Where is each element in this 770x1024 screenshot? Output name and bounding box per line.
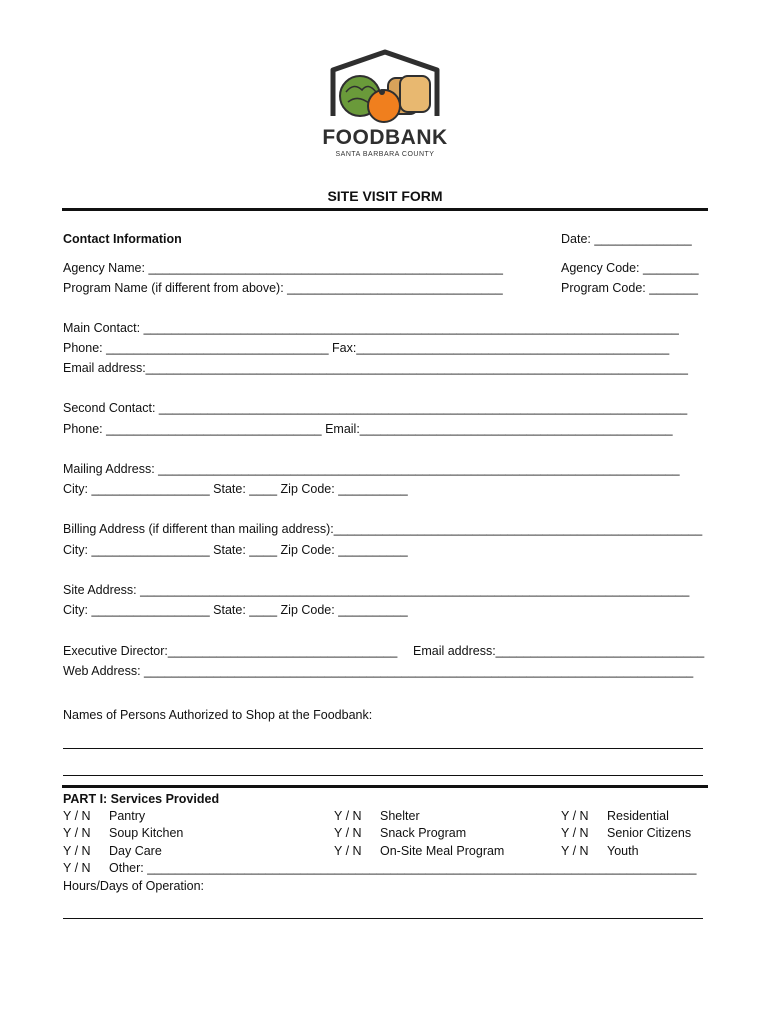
service-label: Day Care (109, 844, 162, 858)
yes-no-toggle[interactable]: Y / N (334, 844, 362, 858)
service-snack-program[interactable] (334, 825, 466, 842)
phone-fax-field[interactable]: Phone: ________________________________ Fax:_____________________________________________ (63, 341, 670, 355)
service-residential[interactable] (561, 808, 669, 825)
agency-name-field[interactable]: Agency Name: ___________________________________________________ (63, 261, 504, 275)
yes-no-toggle[interactable]: Y / N (561, 844, 589, 858)
yes-no-toggle[interactable]: Y / N (561, 809, 589, 823)
form-title: SITE VISIT FORM (327, 188, 443, 204)
hours-label: Hours/Days of Operation: (63, 879, 205, 893)
yes-no-toggle[interactable]: Y / N (334, 826, 362, 840)
yes-no-toggle[interactable]: Y / N (63, 826, 91, 840)
main-contact-field[interactable]: Main Contact: _____________________________________________________________________________ (63, 321, 679, 335)
authorized-persons-line-2[interactable] (63, 775, 703, 776)
executive-email-field[interactable]: Email address:______________________________ (413, 644, 705, 658)
section-divider (62, 785, 708, 788)
mailing-city-state-zip[interactable]: City: _________________ State: ____ Zip Code: __________ (63, 482, 408, 496)
agency-code-field[interactable]: Agency Code: ________ (561, 261, 699, 275)
hours-line[interactable] (63, 918, 703, 919)
service-label: Residential (607, 809, 669, 823)
authorized-persons-label: Names of Persons Authorized to Shop at the Foodbank: (63, 708, 373, 722)
executive-director-field[interactable]: Executive Director:_________________________________ (63, 644, 398, 658)
title-divider (62, 208, 708, 211)
service-label: On-Site Meal Program (380, 844, 505, 858)
service-senior-citizens[interactable] (561, 825, 691, 842)
yes-no-toggle[interactable]: Y / N (63, 861, 91, 875)
service-label: Snack Program (380, 826, 467, 840)
billing-city-state-zip[interactable]: City: _________________ State: ____ Zip Code: __________ (63, 543, 408, 557)
service-label: Youth (607, 844, 639, 858)
site-city-state-zip[interactable]: City: _________________ State: ____ Zip Code: __________ (63, 603, 408, 617)
web-address-field[interactable]: Web Address: _______________________________________________________________________________ (63, 664, 694, 678)
yes-no-toggle[interactable]: Y / N (63, 844, 91, 858)
authorized-persons-line-1[interactable] (63, 748, 703, 749)
mailing-address-field[interactable]: Mailing Address: ___________________________________________________________________________ (63, 462, 680, 476)
service-other[interactable] (63, 860, 696, 877)
logo-name: FOODBANK (322, 126, 448, 149)
yes-no-toggle[interactable]: Y / N (63, 809, 91, 823)
service-shelter[interactable] (334, 808, 420, 825)
service-label: Senior Citizens (607, 826, 692, 840)
site-address-field[interactable]: Site Address: _______________________________________________________________________________ (63, 583, 690, 597)
service-label: Soup Kitchen (109, 826, 184, 840)
service-day-care[interactable] (63, 843, 162, 860)
logo-subtitle: SANTA BARBARA COUNTY (335, 151, 435, 158)
service-pantry[interactable] (63, 808, 145, 825)
foodbank-logo-icon (318, 46, 452, 126)
yes-no-toggle[interactable]: Y / N (334, 809, 362, 823)
service-soup-kitchen[interactable] (63, 825, 183, 842)
service-onsite-meal[interactable] (334, 843, 504, 860)
foodbank-logo (318, 46, 452, 164)
service-youth[interactable] (561, 843, 639, 860)
email-address-field[interactable]: Email address:______________________________________________________________________________ (63, 361, 688, 375)
service-label: Shelter (380, 809, 420, 823)
program-code-field[interactable]: Program Code: _______ (561, 281, 698, 295)
service-label: Pantry (109, 809, 146, 823)
other-field[interactable]: Other: _______________________________________________________________________________ (109, 861, 697, 875)
second-contact-field[interactable]: Second Contact: ____________________________________________________________________________ (63, 401, 688, 415)
date-field[interactable]: Date: ______________ (561, 232, 692, 246)
program-name-field[interactable]: Program Name (if different from above): _______________________________ (63, 281, 503, 295)
billing-address-field[interactable]: Billing Address (if different than mailing address):_____________________________________________________ (63, 522, 703, 536)
yes-no-toggle[interactable]: Y / N (561, 826, 589, 840)
contact-info-heading: Contact Information (63, 232, 182, 246)
services-heading: PART I: Services Provided (63, 792, 220, 806)
phone-email-field[interactable]: Phone: _______________________________ Email:_____________________________________________ (63, 422, 673, 436)
